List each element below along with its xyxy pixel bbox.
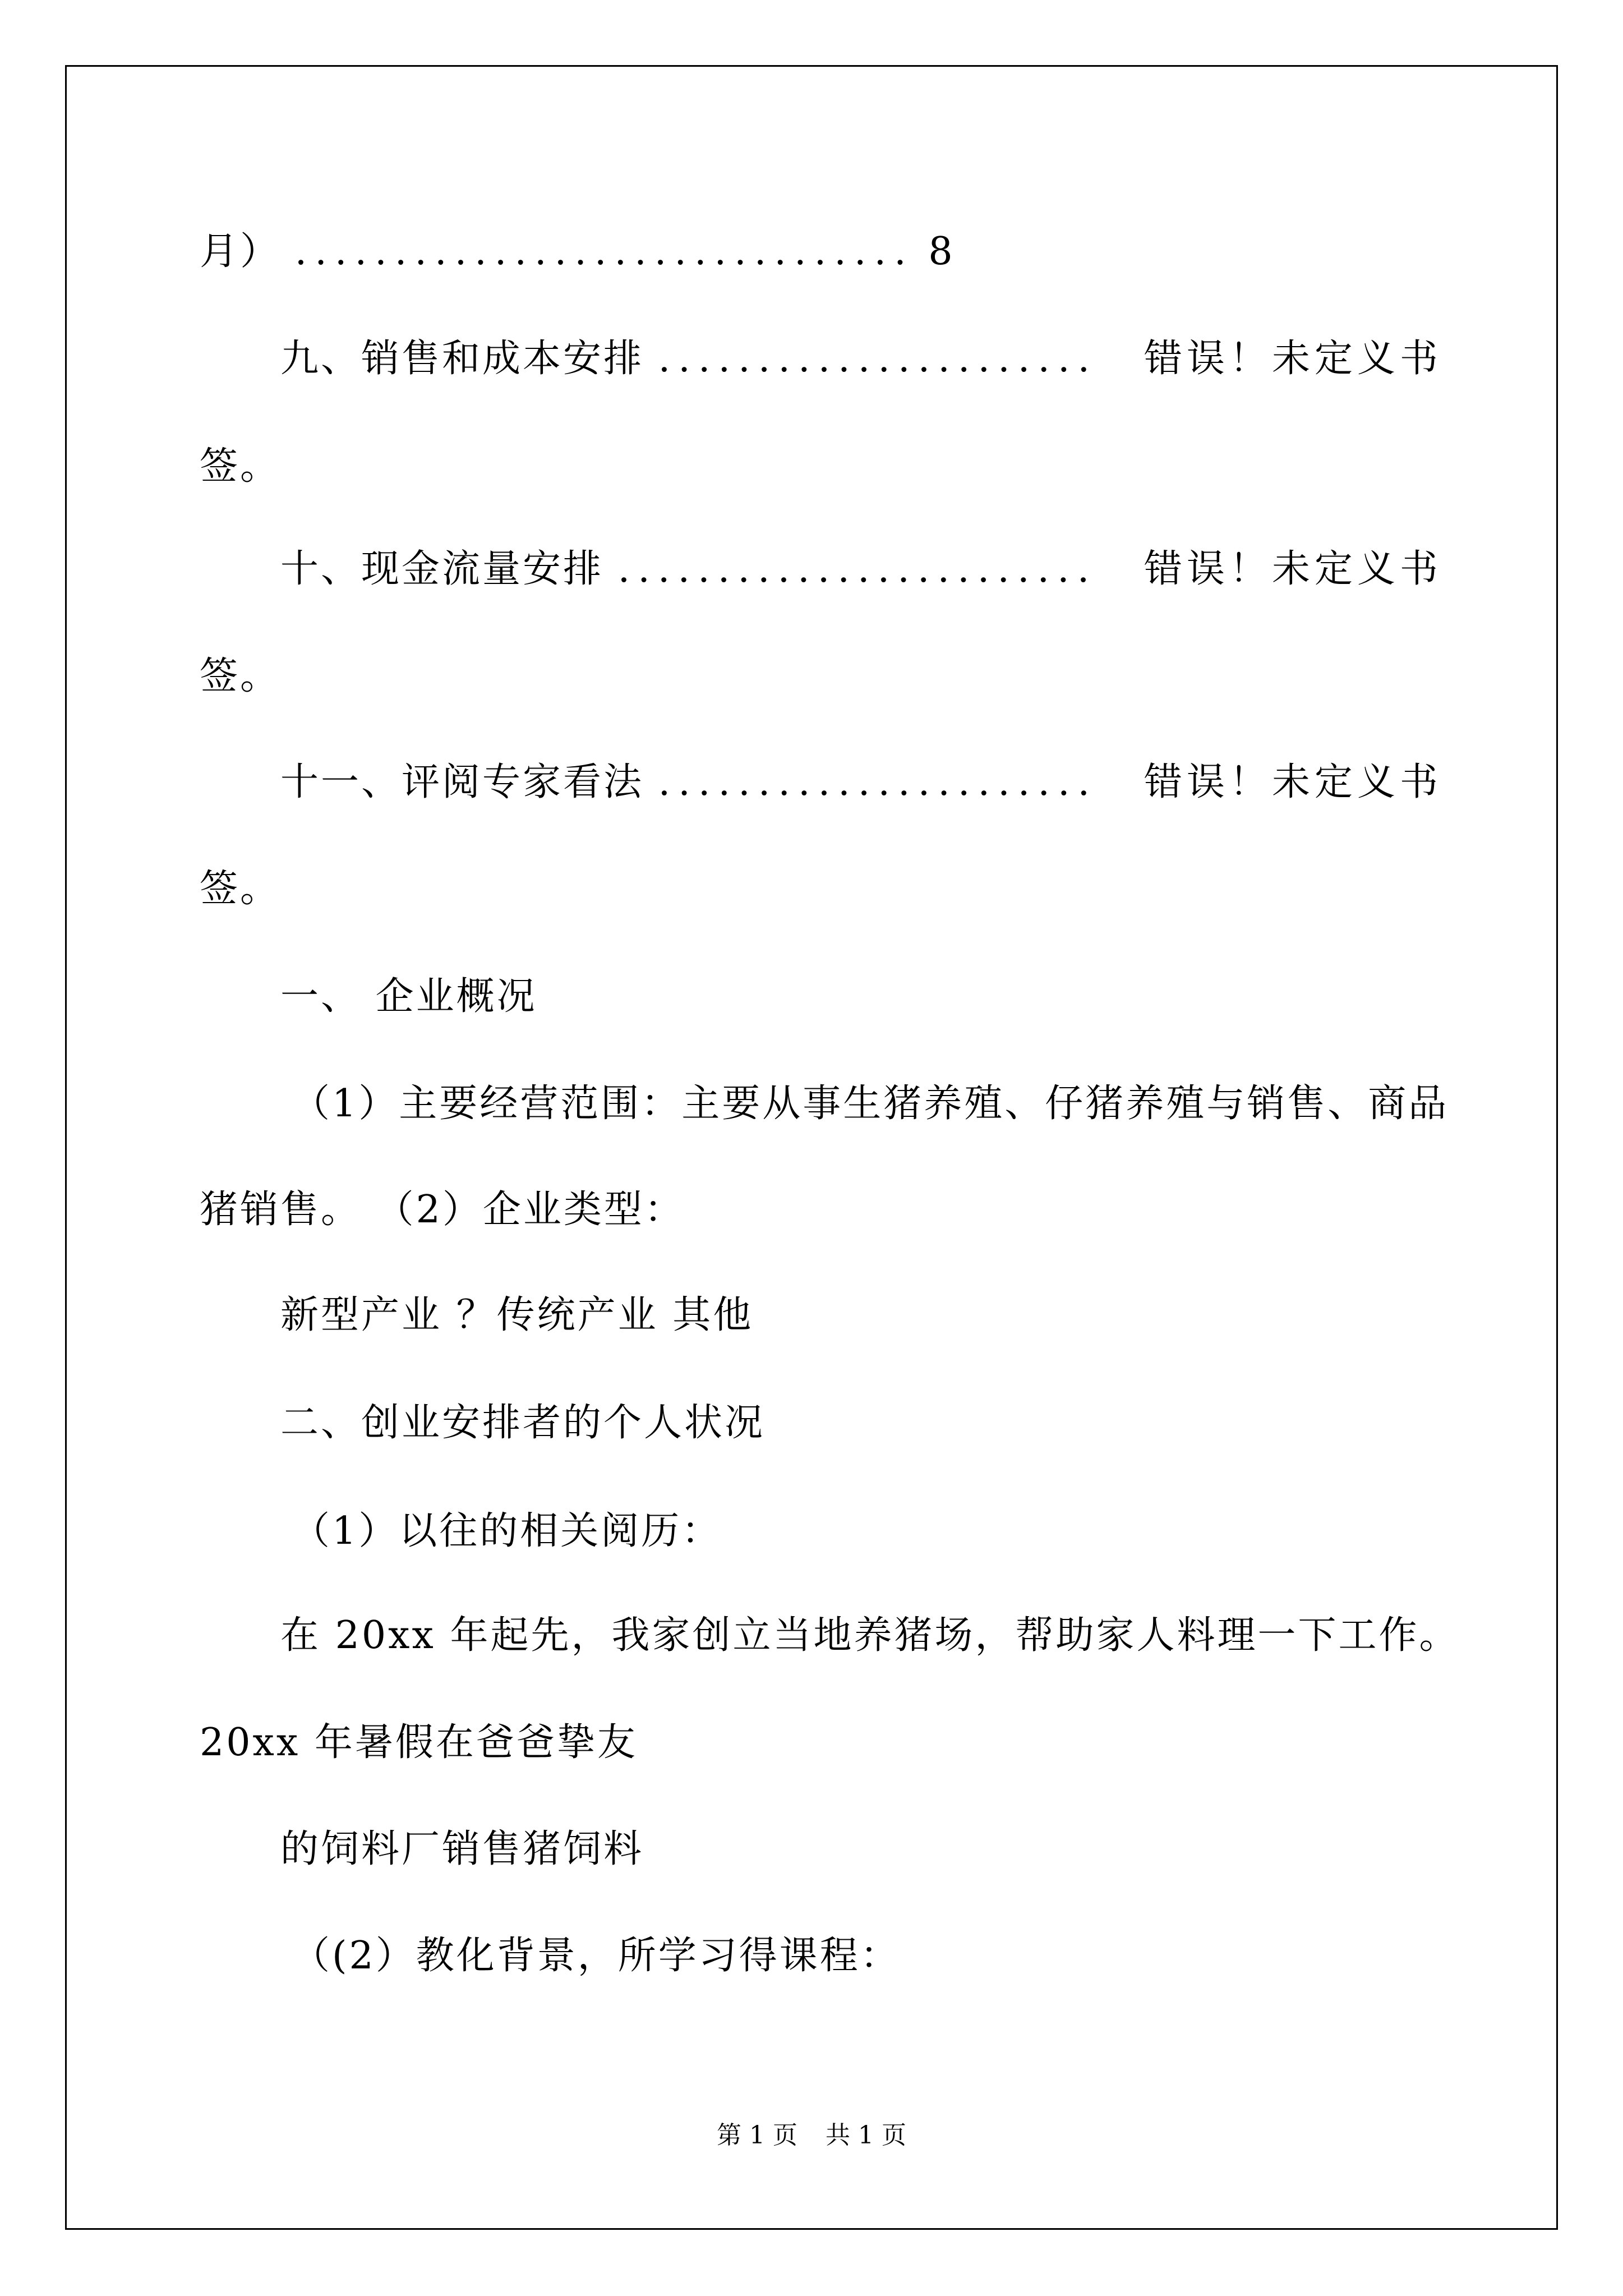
toc-label: 十一、评阅专家看法: [280, 760, 644, 804]
toc-error-text: 错误！未定义书: [1144, 547, 1443, 591]
toc-entry-10: [280, 547, 1097, 592]
toc-dots: ......................: [658, 337, 1098, 381]
toc-error-continuation: 签。: [200, 867, 281, 911]
toc-entry-9: [280, 337, 1098, 381]
toc-entry-11: [280, 760, 1098, 805]
paragraph-line: （(2）教化背景，所学习得课程：: [292, 1934, 901, 1978]
paragraph-line: （1）以往的相关阅历：: [292, 1509, 722, 1553]
toc-error-text: 错误！未定义书: [1144, 760, 1443, 804]
section-heading-1: 一、 企业概况: [280, 974, 537, 1019]
footer-page-total: 共 1 页: [826, 2121, 906, 2150]
toc-error-continuation: 签。: [200, 444, 281, 489]
paragraph-line: （1）主要经营范围：主要从事生猪养殖、仔猪养殖与销售、商品: [292, 1082, 1449, 1126]
toc-page-number: 8: [928, 229, 955, 274]
toc-text: 月）: [200, 229, 281, 274]
toc-dots: ......................: [658, 760, 1098, 804]
paragraph-line: 的饲料厂销售猪饲料: [280, 1827, 644, 1871]
toc-dots: ........................: [617, 547, 1098, 591]
footer-page-number: 第 1 页: [717, 2121, 797, 2150]
page-border: [65, 65, 1558, 2230]
toc-label: 十、现金流量安排: [280, 547, 604, 591]
toc-error-continuation: 签。: [200, 654, 281, 698]
paragraph-line: 在 20xx 年起先，我家创立当地养猪场，帮助家人料理一下工作。: [280, 1613, 1460, 1658]
page-footer: [0, 2120, 1623, 2151]
toc-dots: ...............................: [294, 229, 914, 274]
paragraph-line: 猪销售。 （2）企业类型：: [200, 1188, 685, 1232]
toc-label: 九、销售和成本安排: [280, 337, 644, 381]
toc-continuation-line: [200, 229, 955, 274]
paragraph-line: 20xx 年暑假在爸爸挚友: [200, 1720, 638, 1765]
section-heading-2: 二、创业安排者的个人状况: [280, 1401, 766, 1445]
paragraph-line: 新型产业 ？传统产业 其他: [280, 1293, 754, 1337]
toc-error-text: 错误！未定义书: [1144, 337, 1443, 381]
